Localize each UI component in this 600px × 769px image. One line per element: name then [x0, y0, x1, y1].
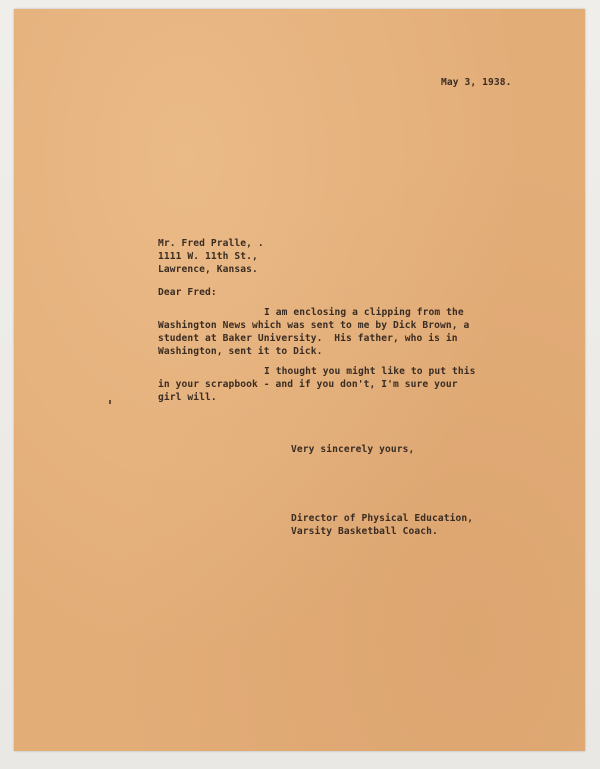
- body-paragraph-1-line-4: Washington, sent it to Dick.: [158, 346, 323, 357]
- body-paragraph-1-line-2: Washington News which was sent to me by Dick Brown, a: [158, 320, 470, 331]
- recipient-street: 1111 W. 11th St.,: [158, 251, 258, 262]
- letter-date: May 3, 1938.: [441, 77, 512, 88]
- body-paragraph-2-line-1: I thought you might like to put this: [264, 366, 476, 377]
- ink-speck: [109, 402, 111, 404]
- body-paragraph-2-line-3: girl will.: [158, 392, 217, 403]
- letter-page: [14, 9, 585, 751]
- recipient-city: Lawrence, Kansas.: [158, 264, 258, 275]
- body-paragraph-1-line-3: student at Baker University. His father, who is in: [158, 333, 458, 344]
- recipient-name: Mr. Fred Pralle, .: [158, 238, 264, 249]
- signature-title-line-2: Varsity Basketball Coach.: [291, 526, 438, 537]
- body-paragraph-2-line-2: in your scrapbook - and if you don't, I'm sure your: [158, 379, 458, 390]
- body-paragraph-1-line-1: I am enclosing a clipping from the: [264, 307, 464, 318]
- signature-title-line-1: Director of Physical Education,: [291, 513, 474, 524]
- closing: Very sincerely yours,: [291, 444, 415, 455]
- salutation: Dear Fred:: [158, 287, 217, 298]
